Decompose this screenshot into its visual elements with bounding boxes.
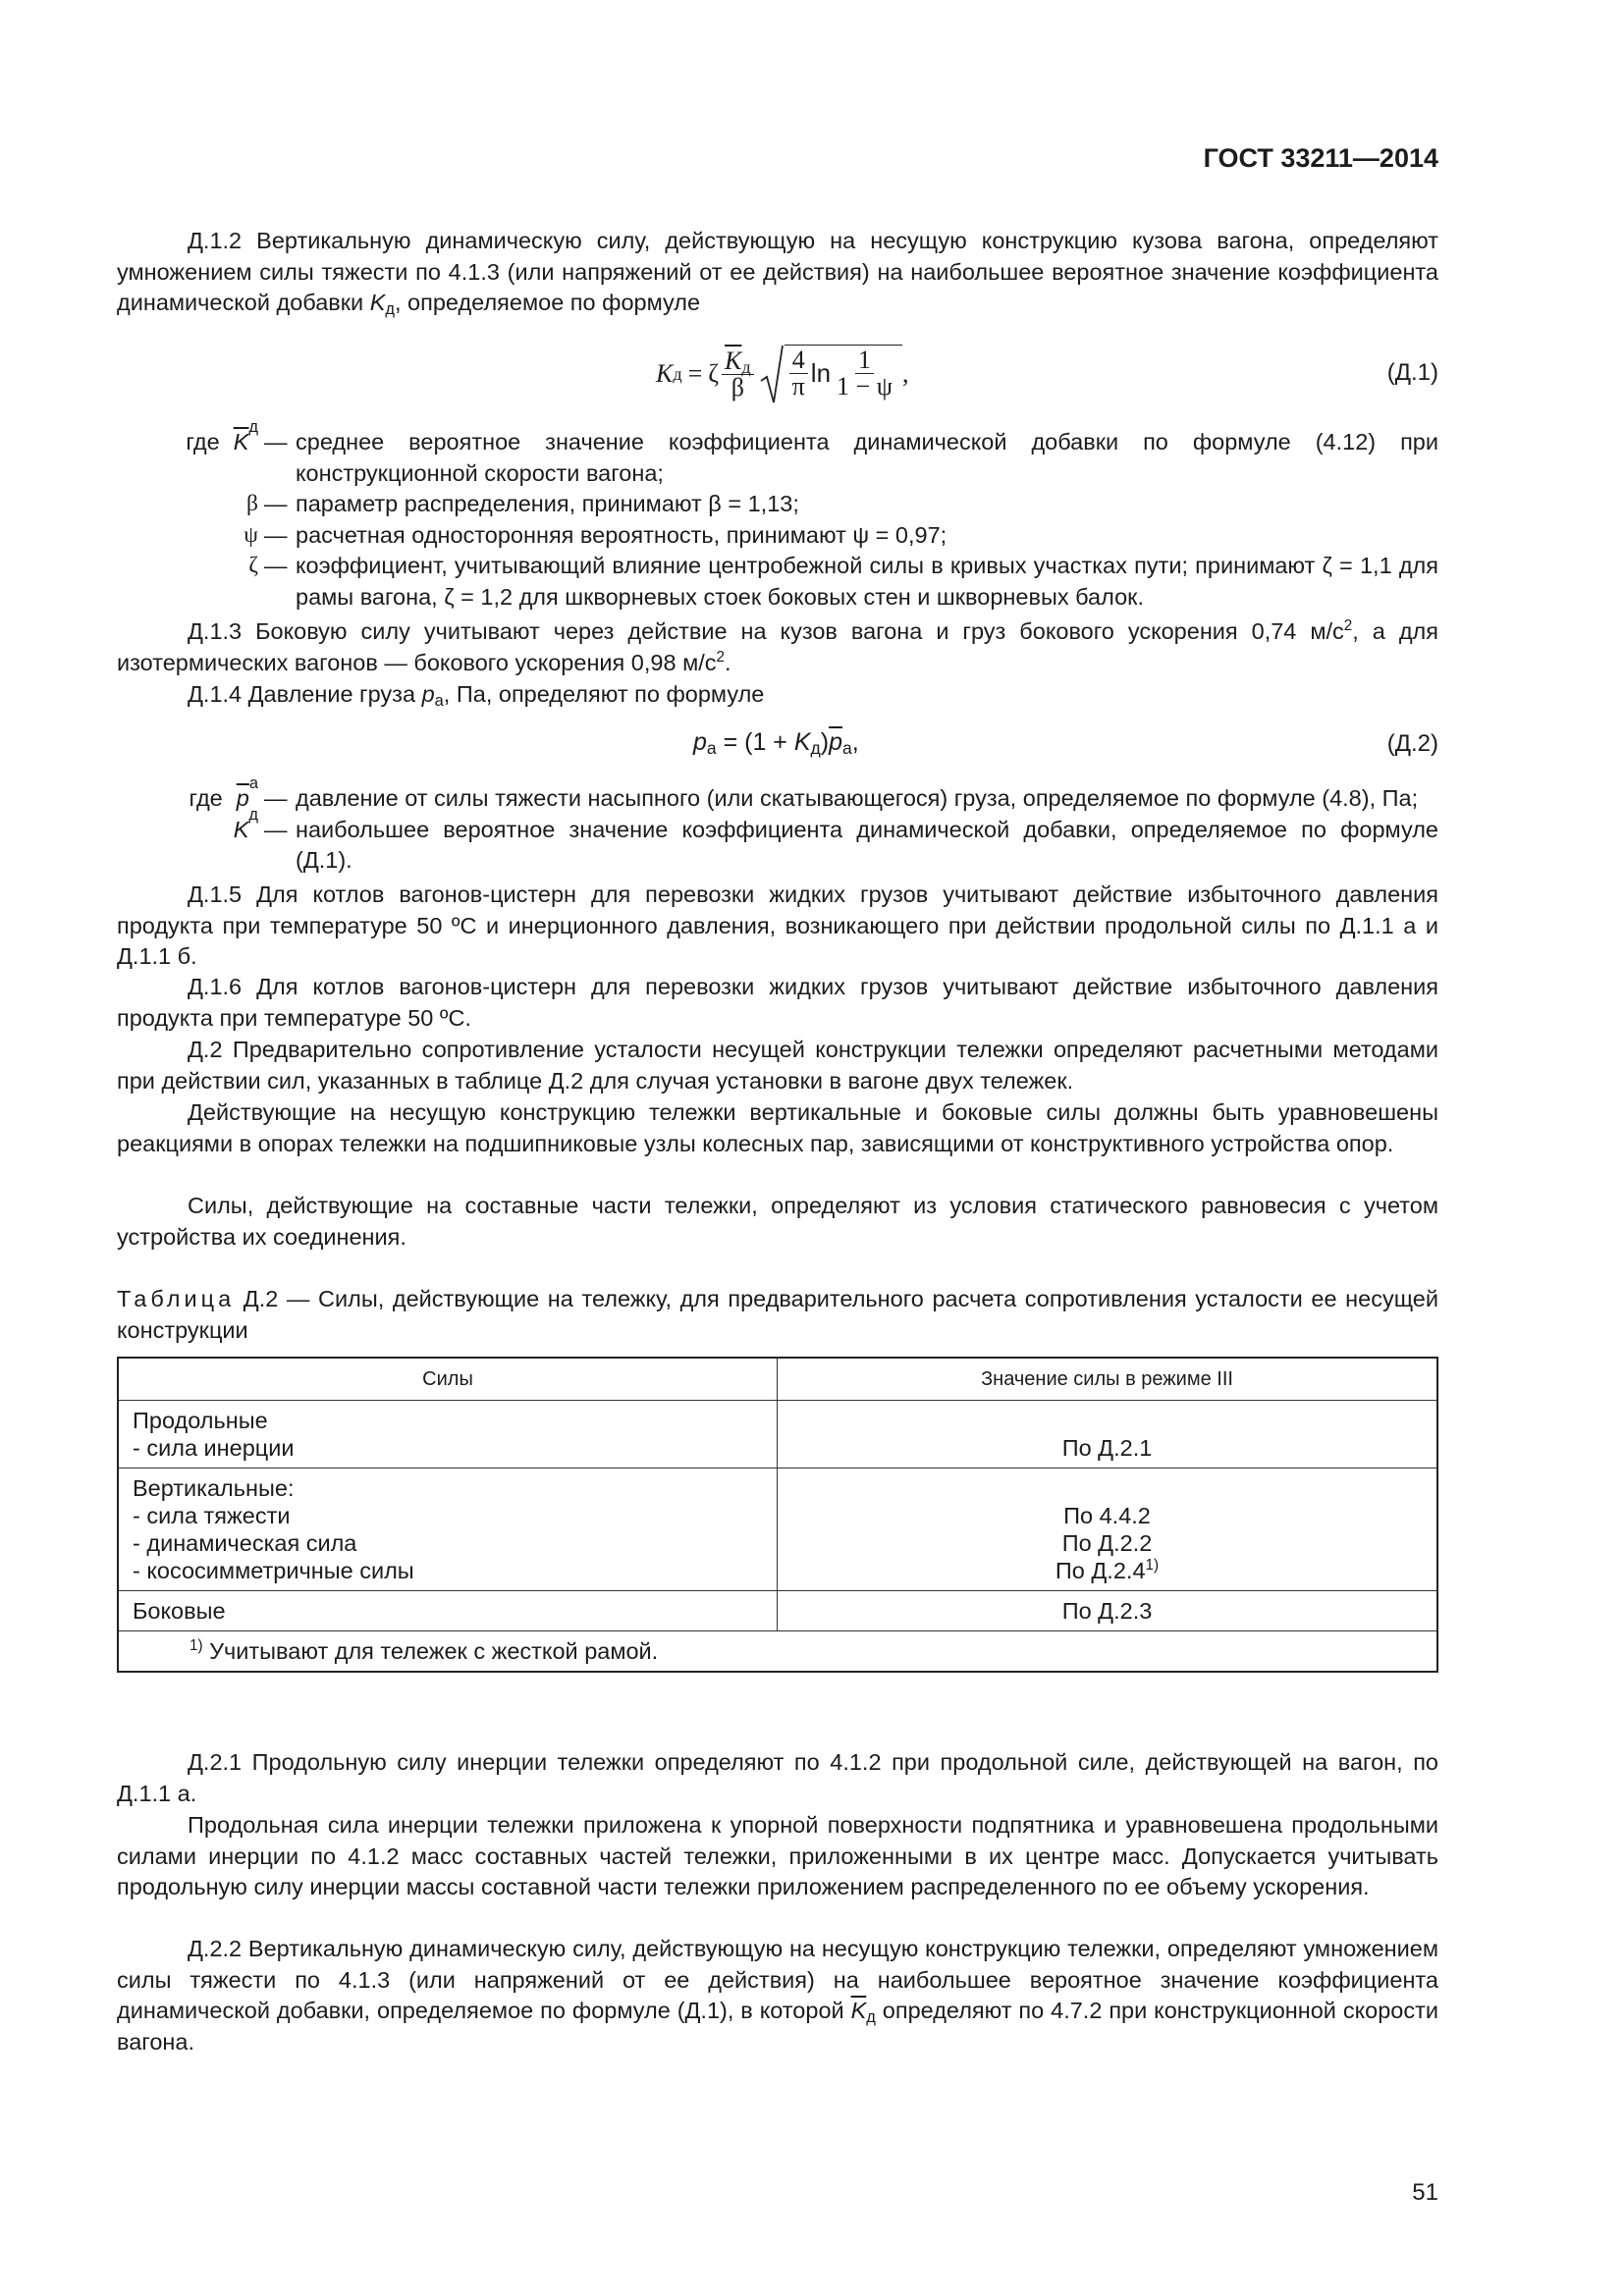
paragraph-d21: Д.2.1 Продольную силу инерции тележки определяют по 4.1.2 при продольной силе, действующей на вагон, по Д.1.1 а. — [117, 1749, 1438, 1806]
table-cell: Боковые — [118, 1591, 778, 1631]
formula-d1-number: (Д.1) — [1386, 359, 1438, 386]
table-cell — [778, 1468, 1438, 1591]
where-label: где — [186, 429, 220, 454]
paragraph-d2b: Действующие на несущую конструкцию тележки вертикальные и боковые силы должны быть уравновешены реакциями в опорах тележки на подшипниковые узлы колесных пар, зависящими от конструктивного устройства опор. — [117, 1099, 1438, 1156]
table-cell — [778, 1401, 1438, 1468]
paragraph-d13-text-a: Д.1.3 Боковую силу учитывают через действие на кузов вагона и груз бокового ускорения 0,74 м/с — [188, 618, 1344, 644]
definition-row: β — параметр распределения, принимают β = 1,13; — [117, 489, 1438, 520]
table-header-cell: Значение силы в режиме III — [778, 1358, 1438, 1401]
definition-row: где $\overline{K}$ д — среднее вероятное значение коэффициента динамической добавки по формуле (4.12) при конструкционной скорости вагона; — [117, 427, 1438, 489]
paragraph-d16: Д.1.6 Для котлов вагонов-цистерн для перевозки жидких грузов учитывают действие избыточного давления продукта при температуре 50 ºС. — [117, 974, 1438, 1031]
table-footnote-row — [118, 1631, 1437, 1673]
table-row — [118, 1401, 1437, 1468]
definition-text: расчетная односторонняя вероятность, принимают ψ = 0,97; — [296, 521, 947, 548]
cell-line: По 4.4.2 — [1063, 1503, 1151, 1528]
definition-row: ζ — коэффициент, учитывающий влияние центробежной силы в кривых участках пути; принимают ζ = 1,1 для рамы вагона, ζ = 1,2 для шкворневых стоек боковых стен и шкворневых балок. — [117, 551, 1438, 613]
cell-line: По Д.2.1 — [1061, 1435, 1153, 1461]
page-number: 51 — [1412, 2179, 1438, 2206]
paragraph-d14: Д.1.4 Давление груза $p_а$, Па, определяют по формуле — [188, 681, 765, 710]
paragraph-d12-text: Д.1.2 Вертикальную динамическую силу, действующую на несущую конструкцию кузова вагона, определяют умножением силы тяжести по 4.1.3 (или напряжений от ее действия) на наибольшее вероятное значение коэффициента динамической добавки — [117, 228, 1438, 315]
cell-line — [791, 1557, 1423, 1584]
paragraph-d15: Д.1.5 Для котлов вагонов-цистерн для перевозки жидких грузов учитывают действие избыточного давления продукта при температуре 50 ºС и инерционного давления, возникающего при действии продольной силы по Д.1.1 а и Д.1.1 б. — [117, 881, 1438, 969]
cell-line: - динамическая сила — [133, 1530, 357, 1556]
definition-text: среднее вероятное значение коэффициента динамической добавки по формуле (4.12) при конструкционной скорости вагона; — [296, 429, 1438, 486]
document-header: ГОСТ 33211—2014 — [1203, 143, 1438, 173]
paragraph-d13-text-b: , а для изотермических вагонов — бокового ускорения 0,98 м/с — [117, 618, 1438, 675]
table-cell — [118, 1468, 778, 1591]
definition-text: коэффициент, учитывающий влияние центробежной силы в кривых участках пути; принимают ζ = 1,1 для рамы вагона, ζ = 1,2 для шкворневых стоек боковых стен и шкворневых балок. — [296, 553, 1438, 610]
cell-line: - сила инерции — [133, 1435, 295, 1461]
where-label: где — [189, 785, 223, 811]
symbol-kd: K — [369, 290, 386, 315]
paragraph-d2: Д.2 Предварительно сопротивление усталости несущей конструкции тележки определяют расчетными методами при действии сил, указанных в таблице Д.2 для случая установки в вагоне двух тележек. — [117, 1037, 1438, 1094]
cell-line-text: По Д.2.4 — [1055, 1558, 1146, 1583]
cell-line: Вертикальные: — [133, 1475, 295, 1501]
definition-text: параметр распределения, принимают β = 1,13; — [296, 491, 799, 516]
paragraph-d12-tail: , определяемое по формуле — [394, 290, 701, 315]
paragraph-d12: Д.1.2 Вертикальную динамическую силу, действующую на несущую конструкцию кузова вагона, определяют умножением силы тяжести по 4.1.3 (или напряжений от ее действия) на наибольшее вероятное значение коэффициента динамической добавки $K_д$, определяемое по формуле — [117, 228, 1438, 318]
paragraph-d22-text-b: определяют по 4.7.2 при конструкционной скорости вагона. — [117, 1998, 1438, 2055]
paragraph-d2c: Силы, действующие на составные части тележки, определяют из условия статического равновесия с учетом устройства их соединения. — [117, 1193, 1438, 1250]
table-caption-word: Таблица — [117, 1286, 236, 1311]
cell-line: - кососимметричные силы — [133, 1558, 414, 1583]
table-row — [118, 1468, 1437, 1591]
formula-d2-number: (Д.2) — [1386, 730, 1438, 757]
table-footnote — [118, 1631, 1437, 1673]
paragraph-d13: Д.1.3 Боковую силу учитывают через действие на кузов вагона и груз бокового ускорения 0,74 $м/с^2$, а для изотермических вагонов — бокового ускорения 0,98 $м/с^2$. — [117, 617, 1438, 675]
paragraph-d14-text-b: , Па, определяют по формуле — [443, 681, 765, 707]
table-header-cell: Силы — [118, 1358, 778, 1401]
paragraph-d14-text-a: Д.1.4 Давление груза — [188, 681, 416, 707]
cell-line: По Д.2.2 — [1061, 1530, 1153, 1556]
table-row — [118, 1591, 1437, 1631]
table-cell — [118, 1401, 778, 1468]
footnote-mark: 1) — [1145, 1557, 1160, 1574]
definition-text: давление от силы тяжести насыпного (или скатывающегося) груза, определяемое по формуле (4.8), Па; — [296, 785, 1419, 811]
definitions-d2 — [117, 774, 1438, 877]
definition-row: K д — наибольшее вероятное значение коэффициента динамической добавки, определяемое по формуле (Д.1). — [117, 815, 1438, 877]
definition-row: где $\overline{p}$ а — давление от силы тяжести насыпного (или скатывающегося) груза, определяемое по формуле (4.8), Па; — [117, 783, 1438, 815]
table-caption-text: Д.2 — Силы, действующие на тележку, для предварительного расчета сопротивления усталости ее несущей конструкции — [117, 1286, 1438, 1343]
cell-line: Продольные — [133, 1408, 268, 1433]
definition-row: ψ — расчетная односторонняя вероятность, принимают ψ = 0,97; — [117, 520, 1438, 552]
paragraph-d21b: Продольная сила инерции тележки приложена к упорной поверхности подпятника и уравновешена продольными силами инерции по 4.1.2 масс составных частей тележки, приложенными в их центре масс. Допускается учитывать продольную силу инерции массы составной части тележки приложением распределенного по ее объему ускорения. — [117, 1812, 1438, 1899]
cell-line: - сила тяжести — [133, 1503, 291, 1528]
definitions-d1 — [117, 418, 1438, 613]
definition-text: наибольшее вероятное значение коэффициента динамической добавки, определяемое по формуле (Д.1). — [296, 816, 1438, 873]
formula-d2: $p_а = (1 + K_д)\overline{p}_а$, — [693, 728, 859, 758]
table-cell: По Д.2.3 — [778, 1591, 1438, 1631]
paragraph-d22: Д.2.2 Вертикальную динамическую силу, действующую на несущую конструкцию тележки, определяют умножением силы тяжести по 4.1.3 (или напряжений от ее действия) на наибольшее вероятное значение коэффициента динамической добавки, определяемое по формуле (Д.1), в которой $\overline{K}_д$ определяют по 4.7.2 при конструкционной скорости вагона. — [117, 1936, 1438, 2055]
paragraph-d22-text-a: Д.2.2 Вертикальную динамическую силу, действующую на несущую конструкцию тележки, определяют умножением силы тяжести по 4.1.3 (или напряжений от ее действия) на наибольшее вероятное значение коэффициента динамической добавки, определяемое по формуле (Д.1), в которой — [117, 1936, 1438, 2023]
table-caption — [117, 1284, 1438, 1346]
footnote-text: Учитывают для тележек с жесткой рамой. — [202, 1638, 659, 1664]
sqrt-icon — [759, 344, 785, 404]
formula-d1: K д = ζ $\frac{\overline{K}_д}{\beta}$ $\frac{4}{\pi}$ ln $\frac{1}{1 - \psi}$ , — [656, 340, 909, 408]
table-header-row — [118, 1358, 1437, 1401]
footnote-mark: 1) — [189, 1637, 203, 1654]
forces-table — [117, 1357, 1438, 1673]
